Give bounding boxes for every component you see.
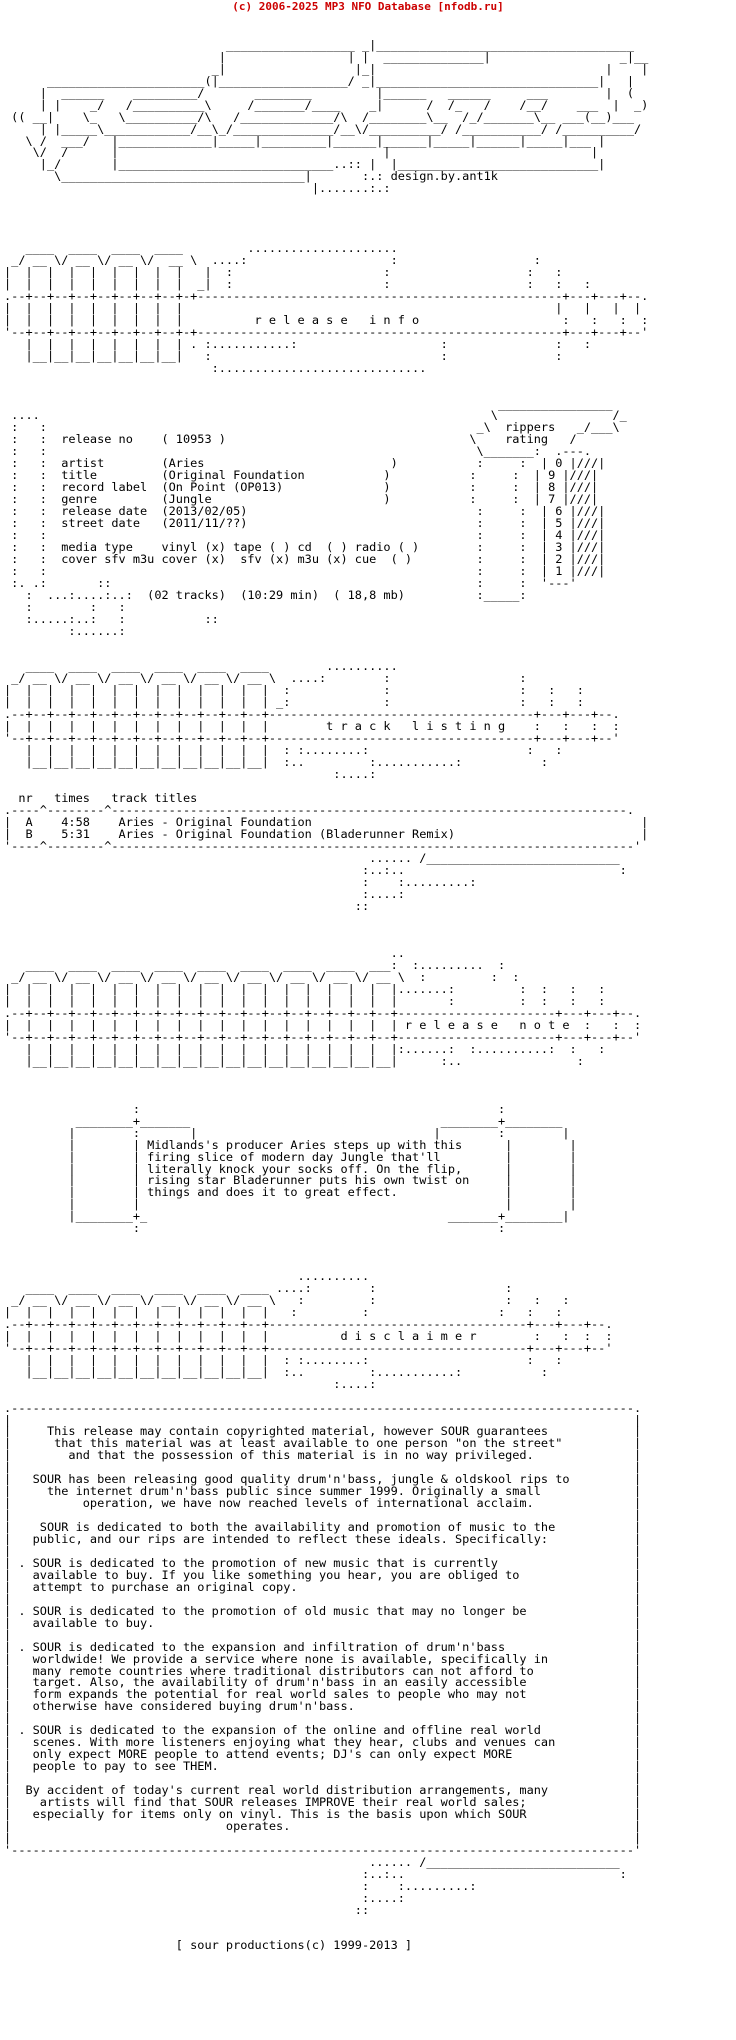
nfo-line: ________________ xyxy=(4,396,613,411)
nfo-line: | | xyxy=(4,1460,642,1475)
nfo-line: |_/ |______________________________..:: | |____________________________| xyxy=(4,157,606,172)
nfo-line: :....: xyxy=(4,1376,377,1391)
nfo-line: | artists will find that SOUR releases IMPROVE their real world sales; | xyxy=(4,1795,642,1810)
nfo-line: | | literally knock your socks off. On the flip, | | xyxy=(4,1161,577,1176)
nfo-line: | | | | | | | | | | | | | d i s c l a i m e r : : : : xyxy=(4,1328,613,1343)
nfo-line: | | xyxy=(4,1771,642,1786)
nfo-line: (( __| \_ \__________/\ /_____________/\ /________\__ /_/_______\__ ___(__)___ xyxy=(4,109,634,124)
nfo-line: | | | | | | | | | | | | | | | | | | | r e l e a s e n o t e : : : xyxy=(4,1018,642,1033)
nfo-line: | form expands the potential for real world sales to people who may not | xyxy=(4,1687,642,1702)
nfo-line: | | | | | | | | | | | | | t r a c k l i s t i n g : : : : xyxy=(4,719,620,734)
nfo-line: : :.........: xyxy=(4,1878,477,1893)
nfo-line: : : title (Original Foundation ) : : | 9 |///| xyxy=(4,468,599,483)
nfo-line: | | xyxy=(4,1830,642,1845)
nfo-line: | | xyxy=(4,1591,642,1606)
nfo-line: |__|__|__|__|__|__|__|__|__|__|__| :.. :...........: : xyxy=(4,755,549,770)
nfo-line: | | | | | | | | | | | | | | | | | |:......: :..........: : : xyxy=(4,1041,606,1056)
nfo-line: | . SOUR is dedicated to the promotion of old music that may no longer be | xyxy=(4,1603,642,1618)
nfo-line: | | | | | | | | | | | | | | | | | | | : : : : : xyxy=(4,994,606,1009)
nfo-line: | | xyxy=(4,1711,642,1726)
nfo-line: \ / ___/ |_____________|_____|_________|______|______|_____|______|_____|___ | xyxy=(4,133,606,148)
nfo-line: | | xyxy=(4,1412,642,1427)
nfo-line: | | | | | | | | | | | | | : : : : : xyxy=(4,1304,563,1319)
nfo-line: \__________________________________| :.: design.by.ant1k xyxy=(4,169,498,184)
nfo-line: | | | | | | | | | | | | : :........: : : xyxy=(4,1352,563,1367)
nfo-line: _/ __ \/ __ \/ __ \/ __ \/ __ \/ __ \ : : : : : xyxy=(4,1292,570,1307)
nfo-line: | | | | | | | | | | | | | : : : : : xyxy=(4,683,584,698)
nfo-line: \/ / | | | xyxy=(4,145,599,160)
nfo-line: : : xyxy=(4,1221,506,1236)
nfo-line: | operates. | xyxy=(4,1818,642,1833)
nfo-line: |__|__|__|__|__|__|__| : : : xyxy=(4,348,563,363)
nfo-line: .--+--+--+--+--+--+--+--+-+---------------------------------------------------+---+---+--. xyxy=(4,288,649,303)
nfo-line: :....: xyxy=(4,1890,405,1905)
nfo-line: '--+--+--+--+--+--+--+--+-+---------------------------------------------------+---+---+--' xyxy=(4,324,649,339)
nfo-line: | | | | | | | | | r e l e a s e i n f o : : : : xyxy=(4,312,649,327)
nfo-line: ________+_______ ________+________ xyxy=(4,1113,563,1128)
nfo-line: | | Midlands's producer Aries steps up with this | | xyxy=(4,1137,577,1152)
nfo-line: :: xyxy=(4,1902,370,1917)
nfo-line: | |_____\____________/__\_/______________/__\/__________/ /___________/ /__________/ xyxy=(4,121,642,136)
nfo-line: .--+--+--+--+--+--+--+--+--+--+--+--+------------------------------------+---+---+--. xyxy=(4,1316,613,1331)
nfo-line: : : : : | 4 |///| xyxy=(4,527,606,542)
nfo-line: ____ ____ ____ ____ ..................... xyxy=(4,241,398,256)
nfo-line: | SOUR is dedicated to both the availability and promotion of music to the | xyxy=(4,1520,642,1535)
nfo-line: :..:.. : xyxy=(4,1866,627,1881)
nfo-line: | people to pay to see THEM. | xyxy=(4,1759,642,1774)
nfo-line: ...... /___________________________ xyxy=(4,1854,620,1869)
nfo-line: | | | | | | | | . :...........: : : : xyxy=(4,336,592,351)
nfo-line: | | firing slice of modern day Jungle that'll | | xyxy=(4,1149,577,1164)
nfo-line: | | | | | | | | | | | | | _: : : : : xyxy=(4,695,584,710)
nfo-line: | A 4:58 Aries - Original Foundation | xyxy=(4,814,649,829)
nfo-line: :............................. xyxy=(4,360,427,375)
nfo-line: :: xyxy=(4,898,370,913)
nfo-line: | available to buy. | xyxy=(4,1615,642,1630)
nfo-line: : : genre (Jungle ) : : | 7 |///| xyxy=(4,492,599,507)
nfo-line: ____ ____ ____ ____ ____ ____ ____ ____ ___: :......... : xyxy=(4,958,506,973)
nfo-line: : : artist (Aries ) : : | 0 |///| xyxy=(4,456,606,471)
nfo-line: | available to buy. If you like something you hear, you are obliged to | xyxy=(4,1567,642,1582)
nfo-line: :....: xyxy=(4,886,405,901)
nfo-line: : : \_______: .---. xyxy=(4,444,592,459)
nfo-line: ____ ____ ____ ____ ____ ____ .......... xyxy=(4,659,398,674)
nfo-line: :.....:..: : :: xyxy=(4,611,219,626)
nfo-line: '--+--+--+--+--+--+--+--+--+--+--+--+-------------------------------------+---+---+--' xyxy=(4,731,620,746)
nfo-line: | | | | | | | | | _| : : : : : xyxy=(4,276,592,291)
nfo-line: | By accident of today's current real world distribution arrangements, many | xyxy=(4,1783,642,1798)
nfo-line: | many remote countries where traditional distributors can not afford to | xyxy=(4,1663,642,1678)
nfo-line: :..:.. : xyxy=(4,862,627,877)
nfo-line: [ sour productions(c) 1999-2013 ] xyxy=(4,1938,413,1953)
nfo-line: | . SOUR is dedicated to the expansion of the online and offline real world | xyxy=(4,1723,642,1738)
nfo-line: | otherwise have considered buying drum'n'bass. | xyxy=(4,1699,642,1714)
nfo-line: : : : : | 1 |///| xyxy=(4,563,606,578)
nfo-line: nr times track titles xyxy=(4,790,198,805)
nfo-line: ______________________(|__________________/ _|_______________________________| | xyxy=(4,73,634,88)
nfo-line: _/ __ \/ __ \/ __ \/ __ \/ __ \/ __ \ ....: : : xyxy=(4,671,527,686)
nfo-line: ...... /___________________________ xyxy=(4,850,620,865)
nfo-line: | public, and our rips are intended to reflect these ideals. Specifically: | xyxy=(4,1532,642,1547)
nfo-line: | . SOUR is dedicated to the expansion and infiltration of drum'n'bass | xyxy=(4,1639,642,1654)
nfo-line: | | | ______________| _|__ xyxy=(4,49,649,64)
nfo-line: | scenes. With more listeners enjoying what they hear, clubs and venues can | xyxy=(4,1735,642,1750)
nfo-line: | | rising star Bladerunner puts his own twist on | | xyxy=(4,1173,577,1188)
nfo-line: | target. Also, the availability of drum'n'bass in an easily accessible | xyxy=(4,1675,642,1690)
nfo-line: |.......:.: xyxy=(4,181,391,196)
nfo-line: | | | | | | | | | | | | : :........: : : xyxy=(4,743,563,758)
nfo-line: .. xyxy=(4,946,405,961)
nfo-line: | | | | xyxy=(4,1197,577,1212)
nfo-text xyxy=(4,16,732,2040)
nfo-line: : : release date (2013/02/05) : : | 6 |///| xyxy=(4,504,606,519)
nfo-line: .----^--------^------------------------------------------------------------------------. xyxy=(4,802,634,817)
nfo-line: | | things and does it to great effect. | | xyxy=(4,1185,577,1200)
nfo-line: : : street date (2011/11/??) : : | 5 |///| xyxy=(4,516,606,531)
nfo-line: .--+--+--+--+--+--+--+--+--+--+--+--+-------------------------------------+---+---+--. xyxy=(4,707,620,722)
nfo-line: :......: xyxy=(4,623,126,638)
nfo-line: | | | | | | | | | | | | | | | | | | |.......: : : : : xyxy=(4,982,606,997)
nfo-line: :....: xyxy=(4,767,377,782)
nfo-line: | This release may contain copyrighted material, however SOUR guarantees | xyxy=(4,1424,642,1439)
nfo-line: |__|__|__|__|__|__|__|__|__|__|__| :.. :...........: : xyxy=(4,1364,549,1379)
nfo-line: | . SOUR is dedicated to the promotion of new music that is currently | xyxy=(4,1555,642,1570)
nfo-line: '--+--+--+--+--+--+--+--+--+--+--+--+------------------------------------+---+---+--' xyxy=(4,1340,613,1355)
nfo-line: | attempt to purchase an original copy. | xyxy=(4,1579,642,1594)
nfo-line: _| |_| | | xyxy=(4,61,649,76)
nfo-line: '--+--+--+--+--+--+--+--+--+--+--+--+--+--+--+--+--+--+----------------------+---+---+--' xyxy=(4,1030,642,1045)
nfo-line: | SOUR has been releasing good quality drum'n'bass, jungle & oldskool rips to | xyxy=(4,1472,642,1487)
nfo-line: | operation, we have now reached levels of international acclaim. | xyxy=(4,1496,642,1511)
nfo-line: | | _/ /__________\ /_______/____ _| / /_ / /__/ ___ | _) xyxy=(4,97,649,112)
nfo-line: : : : xyxy=(4,599,126,614)
nfo-line: : ...:....:..: (02 tracks) (10:29 min) ( 18,8 mb) :_____: xyxy=(4,587,527,602)
nfo-line: |__|__|__|__|__|__|__|__|__|__|__|__|__|__|__|__|__| :.. : xyxy=(4,1053,584,1068)
nfo-line: | | xyxy=(4,1508,642,1523)
nfo-line: : : cover sfv m3u cover (x) sfv (x) m3u (x) cue ( ) : : | 2 |///| xyxy=(4,551,606,566)
nfo-line: | and that the possession of this material is in no way privileged. | xyxy=(4,1448,642,1463)
nfo-line: ____ ____ ____ ____ ____ ____ ....: : : xyxy=(4,1281,513,1296)
nfo-line: | | xyxy=(4,1544,642,1558)
nfo-line: | | xyxy=(4,1627,642,1642)
nfo-line: :. .: :: : : '---' xyxy=(4,575,577,590)
nfo-line: | especially for items only on vinyl. This is the basis upon which SOUR | xyxy=(4,1806,642,1821)
nfo-line: | | | | | | | | | | | | | xyxy=(4,300,642,315)
nfo-line: : : record label (On Point (OP013) ) : : | 8 |///| xyxy=(4,480,599,495)
nfo-line: .--+--+--+--+--+--+--+--+--+--+--+--+--+--+--+--+--+--+----------------------+---+---+--. xyxy=(4,1006,642,1021)
nfo-line: : :.........: xyxy=(4,874,477,889)
nfo-line: : : xyxy=(4,1101,506,1116)
nfo-line: | worldwide! We provide a service where none is available, specifically in | xyxy=(4,1651,642,1666)
nfo-line: .......... xyxy=(4,1269,370,1284)
nfo-line: | B 5:31 Aries - Original Foundation (Bladerunner Remix) | xyxy=(4,826,649,841)
nfo-line: _/ __ \/ __ \/ __ \/ __ \ ....: : : xyxy=(4,253,541,268)
nfo-line: .... \ /_ xyxy=(4,408,627,423)
nfo-line: '----^--------^-------------------------------------------------------------------------' xyxy=(4,838,642,853)
nfo-line: : : _\ rippers _/___\ xyxy=(4,420,620,435)
nfo-line: | : | | : | xyxy=(4,1125,570,1140)
nfo-line: : : media type vinyl (x) tape ( ) cd ( ) radio ( ) : : | 3 |///| xyxy=(4,539,606,554)
nfo-line: : : release no ( 10953 ) \ rating / xyxy=(4,432,577,447)
nfo-line: '---------------------------------------------------------------------------------------' xyxy=(4,1842,642,1857)
nfo-line: | | | | | | | | | | : : : : xyxy=(4,265,563,280)
nfo-line: _/ __ \/ __ \/ __ \/ __ \/ __ \/ __ \/ __ \/ __ \/ __ \ : : : xyxy=(4,970,520,985)
nfo-line: .---------------------------------------------------------------------------------------. xyxy=(4,1400,642,1415)
site-credit-header: (c) 2006-2025 MP3 NFO Database [nfodb.ru] xyxy=(232,0,504,13)
nfo-line: |________+_ _______+________| xyxy=(4,1209,570,1224)
nfo-line: __________________ _|____________________________________ xyxy=(4,37,634,52)
nfo-line: | only expect MORE people to attend events; DJ's can only expect MORE | xyxy=(4,1747,642,1762)
nfo-line: | ______ _________/ ________ |______ ______ ___ | ( xyxy=(4,85,634,100)
nfo-line: | that this material was at least available to one person "on the street" | xyxy=(4,1436,642,1451)
nfo-line: | the internet drum'n'bass public since summer 1999. Originally a small | xyxy=(4,1484,642,1499)
